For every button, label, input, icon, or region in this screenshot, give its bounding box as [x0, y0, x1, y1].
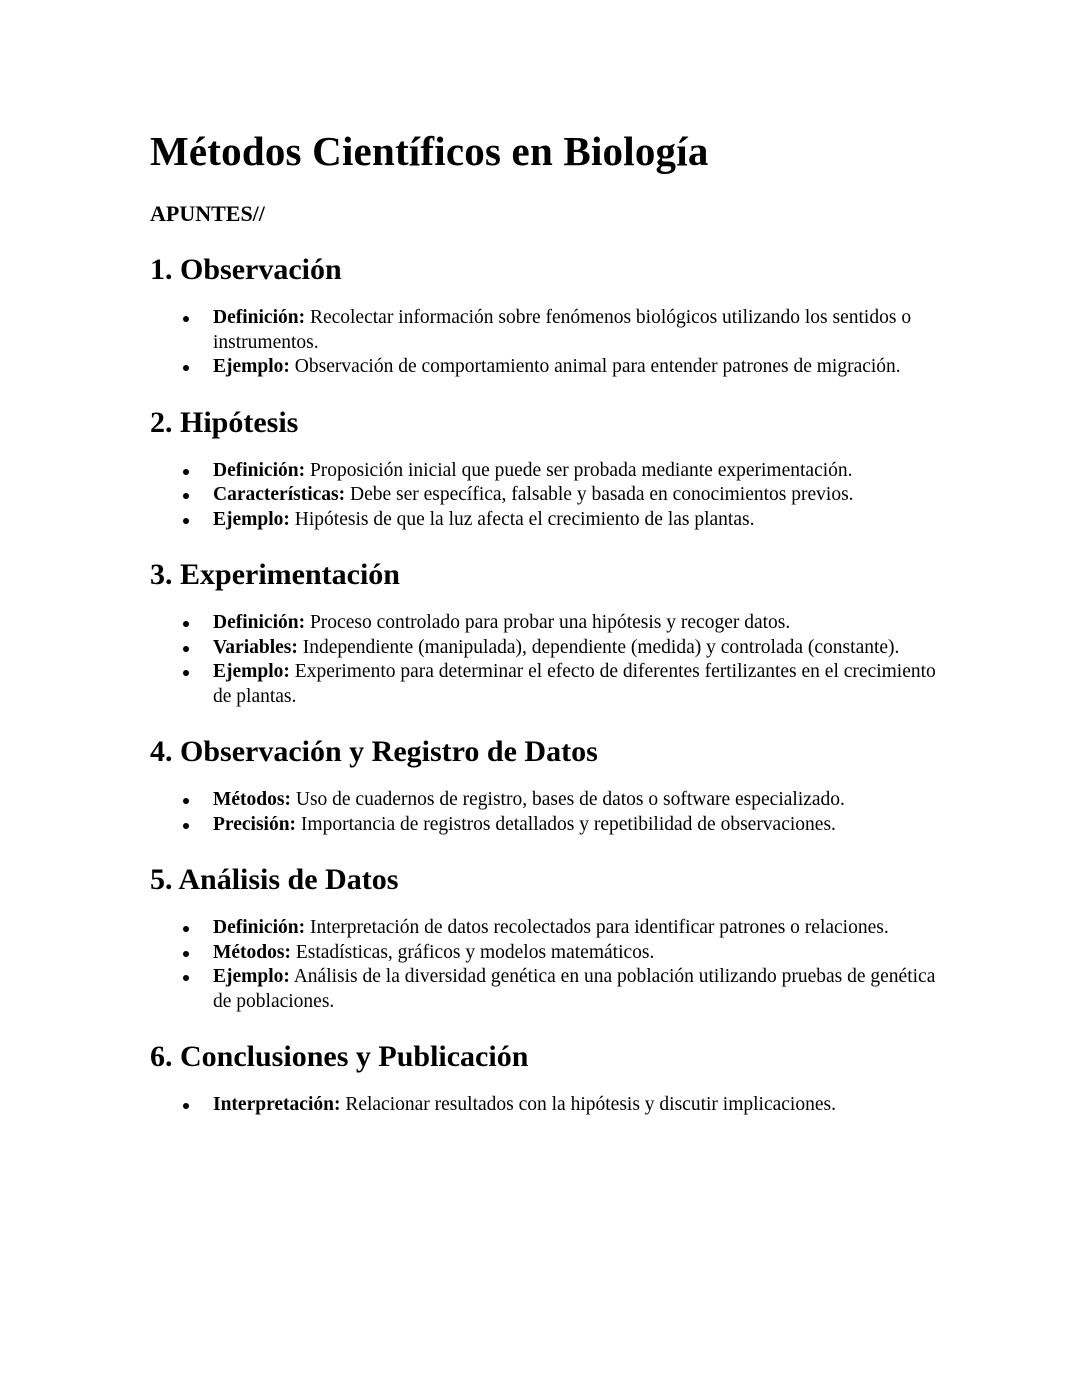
- item-text: Uso de cuadernos de registro, bases de datos o software especializado.: [290, 789, 845, 810]
- list-item: [150, 508, 940, 533]
- item-label: Definición:: [213, 917, 306, 938]
- bullet-list: [150, 788, 940, 837]
- item-label: Interpretación:: [213, 1094, 341, 1115]
- list-item: [150, 306, 940, 355]
- item-text: Relacionar resultados con la hipótesis y discutir implicaciones.: [340, 1094, 836, 1115]
- item-label: Definición:: [213, 307, 306, 328]
- item-text: Debe ser específica, falsable y basada en conocimientos previos.: [345, 484, 854, 505]
- bullet-icon: [183, 365, 189, 371]
- section-hipotesis: [150, 404, 940, 533]
- section-registro-datos: [150, 733, 940, 837]
- document-page: [150, 126, 940, 1118]
- bullet-icon: [183, 646, 189, 652]
- list-item: [150, 965, 940, 1014]
- section-heading: 1. Observación: [150, 253, 342, 286]
- bullet-list: [150, 1093, 940, 1118]
- list-item: [150, 813, 940, 838]
- item-text: Análisis de la diversidad genética en una población utilizando pruebas de genética de poblaciones.: [213, 966, 936, 1012]
- item-label: Variables:: [213, 636, 298, 658]
- section-experimentacion: [150, 556, 940, 709]
- document-subtitle: APUNTES//: [150, 201, 265, 226]
- bullet-icon: [183, 621, 189, 627]
- item-label: Ejemplo:: [213, 966, 290, 987]
- item-label: Ejemplo:: [213, 661, 290, 682]
- list-item: [150, 611, 940, 636]
- item-label: Ejemplo:: [213, 508, 290, 530]
- bullet-icon: [183, 670, 189, 676]
- item-text: Proceso controlado para probar una hipótesis y recoger datos.: [305, 612, 791, 633]
- item-label: Ejemplo:: [213, 356, 290, 377]
- list-item: [150, 355, 940, 380]
- bullet-icon: [183, 926, 189, 932]
- bullet-list: [150, 306, 940, 380]
- section-analisis-datos: [150, 861, 940, 1014]
- bullet-icon: [183, 469, 189, 475]
- section-heading: 2. Hipótesis: [150, 405, 299, 439]
- item-text: Experimento para determinar el efecto de diferentes fertilizantes en el crecimiento de plantas.: [213, 661, 936, 707]
- bullet-icon: [183, 1103, 189, 1109]
- item-label: Definición:: [213, 612, 306, 633]
- item-label: Métodos:: [213, 941, 291, 963]
- item-label: Características:: [213, 484, 346, 505]
- list-item: [150, 1093, 940, 1118]
- bullet-list: [150, 459, 940, 533]
- item-text: Independiente (manipulada), dependiente (medida) y controlada (constante).: [297, 636, 900, 658]
- item-text: Proposición inicial que puede ser probada mediante experimentación.: [305, 459, 853, 481]
- bullet-list: [150, 916, 940, 1014]
- section-observacion: [150, 251, 940, 380]
- item-text: Importancia de registros detallados y repetibilidad de observaciones.: [296, 813, 836, 835]
- bullet-icon: [183, 975, 189, 981]
- list-item: [150, 788, 940, 813]
- bullet-icon: [183, 518, 189, 524]
- list-item: [150, 459, 940, 484]
- document-title: Métodos Científicos en Biología: [150, 128, 709, 174]
- section-heading: 3. Experimentación: [150, 558, 400, 591]
- item-text: Recolectar información sobre fenómenos biológicos utilizando los sentidos o instrumentos.: [213, 307, 912, 353]
- item-text: Interpretación de datos recolectados para identificar patrones o relaciones.: [305, 917, 889, 938]
- item-text: Hipótesis de que la luz afecta el crecimiento de las plantas.: [289, 508, 755, 530]
- bullet-icon: [183, 951, 189, 957]
- list-item: [150, 636, 940, 661]
- item-label: Métodos:: [213, 789, 291, 810]
- bullet-icon: [183, 316, 189, 322]
- item-label: Definición:: [213, 459, 306, 481]
- section-heading: 6. Conclusiones y Publicación: [150, 1040, 529, 1073]
- list-item: [150, 483, 940, 508]
- list-item: [150, 916, 940, 941]
- item-label: Precisión:: [213, 813, 297, 835]
- section-heading: 5. Análisis de Datos: [150, 863, 399, 896]
- list-item: [150, 941, 940, 966]
- bullet-icon: [183, 493, 189, 499]
- list-item: [150, 660, 940, 709]
- bullet-list: [150, 611, 940, 709]
- item-text: Observación de comportamiento animal para entender patrones de migración.: [289, 356, 901, 377]
- item-text: Estadísticas, gráficos y modelos matemáticos.: [290, 941, 655, 963]
- section-heading: 4. Observación y Registro de Datos: [150, 735, 598, 768]
- bullet-icon: [183, 823, 189, 829]
- section-conclusiones: [150, 1038, 940, 1118]
- bullet-icon: [183, 798, 189, 804]
